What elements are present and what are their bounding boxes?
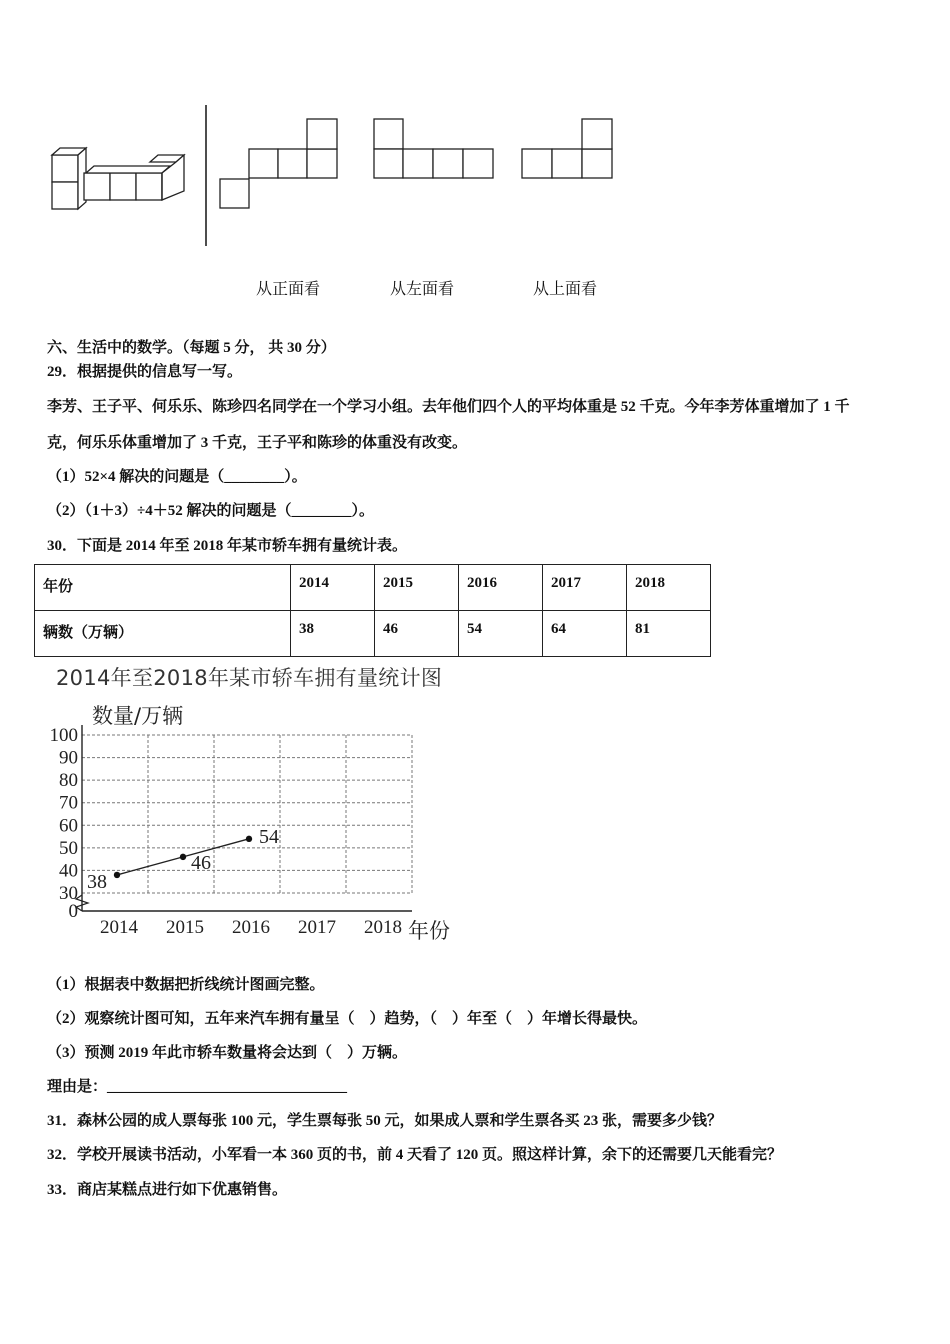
chart-y-tick-label: 70	[59, 792, 78, 814]
chart-data-point	[246, 836, 252, 842]
q30-title: 30．下面是 2014 年至 2018 年某市轿车拥有量统计表。	[47, 538, 408, 554]
table-cell: 46	[375, 611, 459, 657]
front-view-label: 从正面看	[256, 279, 321, 298]
chart-y-tick-label: 100	[49, 725, 78, 746]
chart-x-tick-label: 2014	[100, 917, 138, 938]
chart-y-tick-label: 50	[59, 837, 78, 859]
q29-sub2: （2）（1＋3）÷4＋52 解决的问题是（________）。	[47, 503, 374, 519]
left-view-drawing	[374, 119, 493, 178]
q30-sub3: （3）预测 2019 年此市轿车数量将会达到（ ）万辆。	[47, 1045, 408, 1061]
q29-body-line1: 李芳、王子平、何乐乐、陈珍四名同学在一个学习小组。去年他们四个人的平均体重是 52 千克。今年李芳体重增加了 1 千	[47, 399, 850, 415]
q30-sub2: （2）观察统计图可知，五年来汽车拥有量呈（ ）趋势，（ ）年至（ ）年增长得最快。	[47, 1011, 648, 1027]
front-view-drawing	[220, 119, 337, 208]
chart-y-tick-label: 0	[68, 901, 78, 922]
chart-data-label: 46	[191, 851, 211, 874]
chart-data-label: 38	[87, 870, 107, 893]
top-view-drawing	[522, 119, 612, 178]
q33: 33．商店某糕点进行如下优惠销售。	[47, 1182, 288, 1198]
table-cell: 81	[627, 611, 711, 657]
chart-x-tick-label: 2015	[166, 917, 204, 938]
table-cell: 2017	[543, 565, 627, 611]
q31: 31．森林公园的成人票每张 100 元，学生票每张 50 元，如果成人票和学生票各买 23 张，需要多少钱？	[47, 1113, 723, 1129]
chart-y-tick-label: 90	[59, 747, 78, 769]
section-6-header: 六、生活中的数学。（每题 5 分， 共 30 分）	[47, 340, 336, 356]
chart-data-label: 54	[259, 825, 279, 848]
cube-views-figure	[40, 100, 640, 260]
chart-data-point	[114, 872, 120, 878]
chart-y-tick-label: 30	[59, 883, 78, 904]
chart-data-point	[180, 854, 186, 860]
q29-sub1: （1）52×4 解决的问题是（________）。	[47, 469, 307, 485]
q30-sub1: （1）根据表中数据把折线统计图画完整。	[47, 977, 325, 993]
table-cell: 2014	[291, 565, 375, 611]
stats-table	[34, 564, 711, 657]
q29-body-line2: 克，何乐乐体重增加了 3 千克，王子平和陈珍的体重没有改变。	[47, 435, 468, 451]
table-cell: 年份	[35, 565, 291, 611]
line-chart	[30, 695, 470, 950]
chart-y-axis-label: 数量/万辆	[92, 704, 184, 728]
chart-y-tick-label: 60	[59, 815, 78, 837]
q29-title: 29．根据提供的信息写一写。	[47, 364, 243, 380]
table-cell: 2018	[627, 565, 711, 611]
chart-title: 2014年至2018年某市轿车拥有量统计图	[56, 666, 443, 690]
top-view-label: 从上面看	[533, 279, 598, 298]
chart-x-tick-label: 2018	[364, 917, 402, 938]
table-row	[35, 565, 711, 611]
chart-x-tick-label: 2016	[232, 917, 270, 938]
table-cell: 38	[291, 611, 375, 657]
chart-y-tick-label: 40	[59, 860, 78, 882]
table-cell: 64	[543, 611, 627, 657]
left-view-label: 从左面看	[390, 279, 455, 298]
chart-x-tick-label: 2017	[298, 917, 336, 938]
cube-solid-drawing	[52, 148, 184, 209]
table-cell: 54	[459, 611, 543, 657]
table-cell: 辆数（万辆）	[35, 611, 291, 657]
table-cell: 2016	[459, 565, 543, 611]
chart-y-tick-label: 80	[59, 770, 78, 792]
table-row	[35, 611, 711, 657]
table-cell: 2015	[375, 565, 459, 611]
q32: 32．学校开展读书活动，小军看一本 360 页的书，前 4 天看了 120 页。照这样计算，余下的还需要几天能看完？	[47, 1147, 783, 1163]
chart-x-axis-label: 年份	[408, 919, 450, 943]
q30-reason: 理由是：________________________________	[47, 1079, 348, 1095]
